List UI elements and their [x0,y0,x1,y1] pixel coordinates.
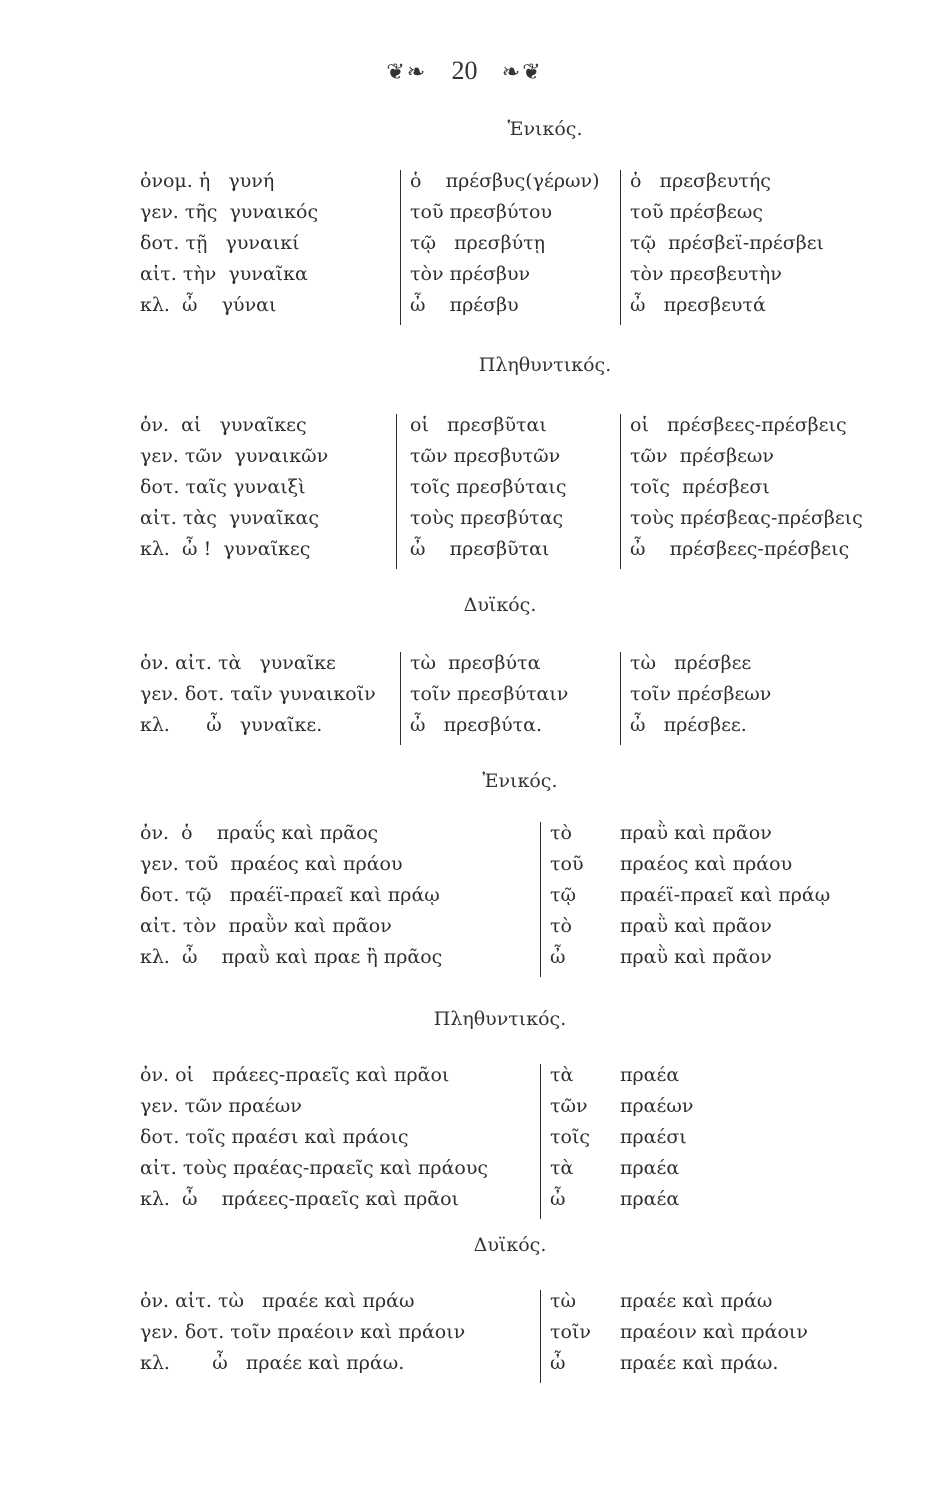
column-divider [400,170,401,325]
table-cell: τῶν πρέσβεων [630,445,774,467]
column-divider [620,414,621,569]
table-cell: ὦ πρεσβευτά [630,294,766,316]
ornament-right-icon: ❧❦ [501,60,543,85]
table-cell: γεν. δοτ. ταῖν γυναικοῖν [140,683,376,705]
table-cell: τοῦ [550,853,584,875]
table-cell: πραέε καὶ πράω [620,1290,773,1312]
table-cell: ὀν. ὁ πραΰς καὶ πρᾶος [140,822,379,844]
table-cell: ὦ [550,946,566,968]
table-cell: πραέα [620,1188,680,1210]
table-cell: γεν. τῶν πραέων [140,1095,302,1117]
table-cell: τοῖν πρέσβεων [630,683,772,705]
section-heading: Ἑνικός. [507,118,583,140]
section-heading: Δυϊκός. [463,594,537,616]
table-cell: τοῖς πρεσβύταις [410,476,567,498]
column-divider [540,1064,541,1219]
table-cell: τοῖς [550,1126,591,1148]
section-heading: Δυϊκός. [473,1234,547,1256]
column-divider [540,1290,541,1383]
table-cell: πραέε καὶ πράω. [620,1352,779,1374]
table-cell: τὼ [550,1290,577,1312]
table-cell: οἱ πρέσβεες-πρέσβεις [630,414,847,436]
table-cell: τῷ πρεσβύτῃ [410,232,546,254]
table-cell: ὦ πρέσβεε. [630,714,747,736]
table-cell: δοτ. τῷ πραέϊ-πραεῖ καὶ πράῳ [140,884,440,906]
table-cell: πραέα [620,1157,680,1179]
column-divider [620,170,621,325]
table-cell: γεν. τῆς γυναικός [140,201,319,223]
column-divider [396,414,397,569]
table-cell: τοῦ πρεσβύτου [410,201,553,223]
section-heading: Πληθυντικός. [433,1008,567,1030]
table-cell: κλ. ὦ πράεες-πραεῖς καὶ πρᾶοι [140,1188,459,1210]
column-divider [540,822,541,977]
table-cell: τὰ [550,1064,574,1086]
table-cell: ὀν. οἱ πράεες-πραεῖς καὶ πρᾶοι [140,1064,450,1086]
page-number: 20 [451,56,478,85]
table-cell: τοὺς πρεσβύτας [410,507,564,529]
table-cell: τὸν πρεσβευτὴν [630,263,782,285]
table-cell: ὦ πρέσβεες-πρέσβεις [630,538,850,560]
table-cell: τοῦ πρέσβεως [630,201,763,223]
table-cell: αἰτ. τὰς γυναῖκας [140,507,320,529]
table-cell: οἱ πρεσβῦται [410,414,547,436]
table-cell: πραέσι [620,1126,687,1148]
table-cell: τὸ [550,822,572,844]
table-cell: πραέα [620,1064,680,1086]
table-cell: τοὺς πρέσβεας-πρέσβεις [630,507,863,529]
page-header [0,56,929,86]
table-cell: κλ. ὦ γυναῖκε. [140,714,323,736]
table-cell: ὦ πρεσβῦται [410,538,550,560]
table-cell: τὸν πρέσβυν [410,263,531,285]
table-cell: τὰ [550,1157,574,1179]
table-cell: τῶν [550,1095,588,1117]
table-cell: ὀν. αἰτ. τὼ πραέε καὶ πράω [140,1290,415,1312]
column-divider [400,652,401,745]
table-cell: πραέοιν καὶ πράοιν [620,1321,808,1343]
table-cell: αἰτ. τοὺς πραέας-πραεῖς καὶ πράους [140,1157,489,1179]
table-cell: πραῢ καὶ πρᾶον [620,946,772,968]
table-cell: τῷ [550,884,577,906]
table-cell: ὁ πρέσβυς(γέρων) [410,170,600,192]
table-cell: κλ. ὦ γύναι [140,294,277,316]
table-cell: αἰτ. τὸν πραῢν καὶ πρᾶον [140,915,392,937]
table-cell: πραέϊ-πραεῖ καὶ πράῳ [620,884,831,906]
table-cell: πραῢ καὶ πρᾶον [620,915,772,937]
table-cell: γεν. τοῦ πραέος καὶ πράου [140,853,403,875]
table-cell: δοτ. τοῖς πραέσι καὶ πράοις [140,1126,409,1148]
table-cell: δοτ. ταῖς γυναιξὶ [140,476,306,498]
table-cell: τῶν πρεσβυτῶν [410,445,561,467]
table-cell: τῷ πρέσβεϊ-πρέσβει [630,232,824,254]
table-cell: πραέος καὶ πράου [620,853,793,875]
table-cell: ὀν. αἰτ. τὰ γυναῖκε [140,652,336,674]
table-cell: τὼ πρεσβύτα [410,652,541,674]
section-heading: Πληθυντικός. [478,354,612,376]
table-cell: ὦ πρέσβυ [410,294,519,316]
table-cell: πραῢ καὶ πρᾶον [620,822,772,844]
table-cell: ὁ πρεσβευτής [630,170,771,192]
ornament-left-icon: ❦❧ [386,60,428,85]
table-cell: δοτ. τῇ γυναικί [140,232,300,254]
table-cell: ὦ [550,1188,566,1210]
table-cell: τοῖν πρεσβύταιν [410,683,569,705]
table-cell: κλ. ὦ πραέε καὶ πράω. [140,1352,405,1374]
column-divider [620,652,621,745]
table-cell: πραέων [620,1095,694,1117]
table-cell: γεν. τῶν γυναικῶν [140,445,329,467]
table-cell: γεν. δοτ. τοῖν πραέοιν καὶ πράοιν [140,1321,466,1343]
table-cell: ὀνομ. ἡ γυνή [140,170,275,192]
table-cell: ὦ [550,1352,566,1374]
section-heading: Ἑνικός. [482,770,558,792]
table-cell: κλ. ὦ πραῢ καὶ πραε ἢ πρᾶος [140,946,443,968]
table-cell: τὼ πρέσβεε [630,652,752,674]
table-cell: αἰτ. τὴν γυναῖκα [140,263,308,285]
table-cell: τὸ [550,915,572,937]
table-cell: κλ. ὦ ! γυναῖκες [140,538,311,560]
table-cell: ὀν. αἱ γυναῖκες [140,414,307,436]
table-cell: τοῖς πρέσβεσι [630,476,770,498]
table-cell: ὦ πρεσβύτα. [410,714,542,736]
table-cell: τοῖν [550,1321,591,1343]
